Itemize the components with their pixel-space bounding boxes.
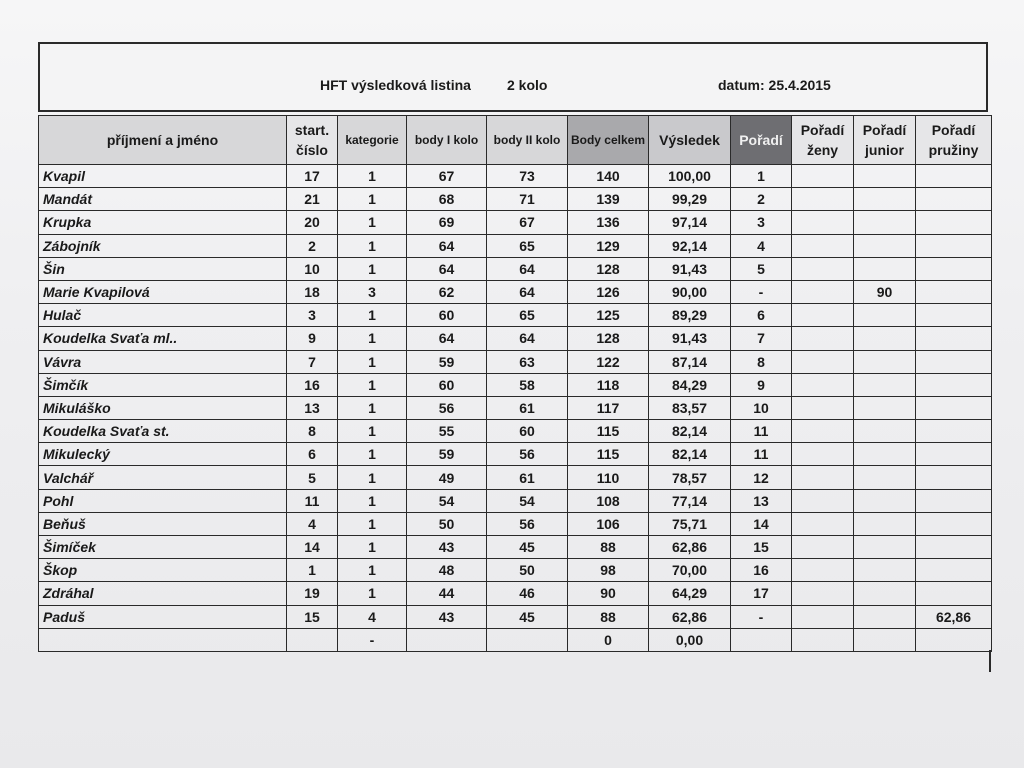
cell-spring [916, 443, 992, 466]
cell-name: Krupka [39, 211, 287, 234]
cell-points1: 43 [407, 605, 487, 628]
cell-total: 90 [568, 582, 649, 605]
cell-spring [916, 350, 992, 373]
cell-spring [916, 536, 992, 559]
cell-rank: 12 [731, 466, 792, 489]
cell-name: Vávra [39, 350, 287, 373]
cell-points1: 62 [407, 280, 487, 303]
cell-spring [916, 396, 992, 419]
cell-points1: 44 [407, 582, 487, 605]
cell-spring [916, 280, 992, 303]
cell-category: 1 [338, 536, 407, 559]
table-row [39, 234, 992, 257]
cell-spring [916, 373, 992, 396]
cell-points1: 50 [407, 512, 487, 535]
cell-junior [854, 304, 916, 327]
cell-total: 139 [568, 188, 649, 211]
cell-points2: 54 [487, 489, 568, 512]
col-start-line2: číslo [296, 142, 328, 158]
cell-name: Paduš [39, 605, 287, 628]
table-row [39, 257, 992, 280]
cell-start: 20 [287, 211, 338, 234]
cell-start: 15 [287, 605, 338, 628]
cell-category: 1 [338, 396, 407, 419]
cell-start: 11 [287, 489, 338, 512]
cell-start: 13 [287, 396, 338, 419]
cell-women [792, 234, 854, 257]
cell-junior [854, 466, 916, 489]
table-row [39, 628, 992, 651]
cell-total: 115 [568, 420, 649, 443]
cell-points2: 61 [487, 396, 568, 419]
cell-women [792, 628, 854, 651]
cell-total: 140 [568, 165, 649, 188]
cell-result: 97,14 [649, 211, 731, 234]
cell-junior [854, 211, 916, 234]
cell-name: Koudelka Svaťa ml.. [39, 327, 287, 350]
cell-category: 1 [338, 559, 407, 582]
cell-result: 70,00 [649, 559, 731, 582]
cell-rank: 2 [731, 188, 792, 211]
cell-rank: 4 [731, 234, 792, 257]
cell-rank: 5 [731, 257, 792, 280]
cell-result: 84,29 [649, 373, 731, 396]
cell-result: 75,71 [649, 512, 731, 535]
table-row [39, 165, 992, 188]
cell-category: 1 [338, 350, 407, 373]
cell-women [792, 605, 854, 628]
cell-rank: - [731, 605, 792, 628]
cell-start: 21 [287, 188, 338, 211]
cell-points2: 64 [487, 257, 568, 280]
cell-women [792, 582, 854, 605]
results-body [39, 165, 992, 652]
col-result-header: Výsledek [649, 116, 731, 165]
cell-junior [854, 536, 916, 559]
cell-rank: 15 [731, 536, 792, 559]
table-row [39, 536, 992, 559]
cell-category: 3 [338, 280, 407, 303]
cell-spring [916, 165, 992, 188]
col-women-header [792, 116, 854, 165]
cell-total: 126 [568, 280, 649, 303]
cell-category: 1 [338, 420, 407, 443]
cell-women [792, 443, 854, 466]
cell-start: 7 [287, 350, 338, 373]
cell-name: Zábojník [39, 234, 287, 257]
cell-start: 1 [287, 559, 338, 582]
cell-start: 9 [287, 327, 338, 350]
cell-spring [916, 188, 992, 211]
cell-rank: 11 [731, 420, 792, 443]
cell-points2: 46 [487, 582, 568, 605]
cell-start [287, 628, 338, 651]
cell-name: Pohl [39, 489, 287, 512]
cell-total: 106 [568, 512, 649, 535]
results-table [38, 115, 992, 652]
cell-points2: 60 [487, 420, 568, 443]
cell-spring [916, 559, 992, 582]
cell-name: Kvapil [39, 165, 287, 188]
cell-spring [916, 489, 992, 512]
cell-result: 64,29 [649, 582, 731, 605]
col-junior-header [854, 116, 916, 165]
cell-total: 128 [568, 327, 649, 350]
cell-result: 89,29 [649, 304, 731, 327]
table-row [39, 582, 992, 605]
cell-women [792, 350, 854, 373]
cell-points1: 69 [407, 211, 487, 234]
table-row [39, 211, 992, 234]
cell-junior [854, 489, 916, 512]
cell-spring [916, 628, 992, 651]
cell-rank: 7 [731, 327, 792, 350]
cell-total: 128 [568, 257, 649, 280]
cell-name: Šimíček [39, 536, 287, 559]
col-women-line1: Pořadí [800, 122, 845, 138]
col-start-header [287, 116, 338, 165]
cell-start: 4 [287, 512, 338, 535]
cell-junior [854, 188, 916, 211]
cell-name: Beňuš [39, 512, 287, 535]
col-women-line2: ženy [806, 142, 839, 158]
cell-points1: 67 [407, 165, 487, 188]
col-junior-line1: Pořadí [862, 122, 907, 138]
col-category-header: kategorie [338, 116, 407, 165]
cell-points1: 64 [407, 257, 487, 280]
cell-women [792, 559, 854, 582]
cell-spring [916, 327, 992, 350]
cell-category: 1 [338, 257, 407, 280]
cell-women [792, 257, 854, 280]
table-row [39, 396, 992, 419]
cell-rank: 8 [731, 350, 792, 373]
cell-spring [916, 211, 992, 234]
cell-result: 99,29 [649, 188, 731, 211]
cell-total: 122 [568, 350, 649, 373]
table-row [39, 605, 992, 628]
cell-name: Valchář [39, 466, 287, 489]
cell-start: 17 [287, 165, 338, 188]
cell-start: 3 [287, 304, 338, 327]
cell-total: 98 [568, 559, 649, 582]
cell-category: 1 [338, 512, 407, 535]
cell-total: 117 [568, 396, 649, 419]
col-spring-line1: Pořadí [931, 122, 976, 138]
col-total-header: Body celkem [568, 116, 649, 165]
cell-points2: 65 [487, 234, 568, 257]
cell-junior: 90 [854, 280, 916, 303]
table-row [39, 512, 992, 535]
cell-name: Hulač [39, 304, 287, 327]
cell-total: 125 [568, 304, 649, 327]
cell-junior [854, 420, 916, 443]
cell-category: 1 [338, 165, 407, 188]
date-label: datum: 25.4.2015 [718, 77, 831, 93]
cell-points2: 61 [487, 466, 568, 489]
cell-name: Zdráhal [39, 582, 287, 605]
cell-result: 78,57 [649, 466, 731, 489]
cell-total: 118 [568, 373, 649, 396]
cell-women [792, 327, 854, 350]
cell-points1: 64 [407, 234, 487, 257]
cell-points2: 56 [487, 512, 568, 535]
cell-points1: 48 [407, 559, 487, 582]
cell-points1: 49 [407, 466, 487, 489]
cell-points1: 59 [407, 350, 487, 373]
cell-points1: 56 [407, 396, 487, 419]
cell-rank: 10 [731, 396, 792, 419]
cell-points2: 50 [487, 559, 568, 582]
cell-women [792, 466, 854, 489]
cell-points2: 67 [487, 211, 568, 234]
cell-category: 1 [338, 582, 407, 605]
cell-rank: 9 [731, 373, 792, 396]
cell-points1: 60 [407, 304, 487, 327]
cell-rank: 6 [731, 304, 792, 327]
col-spring-line2: pružiny [928, 142, 979, 158]
cell-women [792, 211, 854, 234]
table-row [39, 350, 992, 373]
cell-rank: 13 [731, 489, 792, 512]
cell-total: 108 [568, 489, 649, 512]
cell-start: 16 [287, 373, 338, 396]
cell-junior [854, 350, 916, 373]
cell-name: Škop [39, 559, 287, 582]
cell-category: 1 [338, 304, 407, 327]
cell-women [792, 420, 854, 443]
cell-women [792, 396, 854, 419]
cell-junior [854, 327, 916, 350]
cell-start: 10 [287, 257, 338, 280]
cell-category: 1 [338, 489, 407, 512]
cell-points2 [487, 628, 568, 651]
cell-points1: 55 [407, 420, 487, 443]
cell-category: 1 [338, 466, 407, 489]
cell-category: 4 [338, 605, 407, 628]
cell-result: 90,00 [649, 280, 731, 303]
cell-spring [916, 512, 992, 535]
cell-result: 92,14 [649, 234, 731, 257]
cell-points2: 64 [487, 280, 568, 303]
cell-spring [916, 466, 992, 489]
cell-junior [854, 559, 916, 582]
sheet-title: HFT výsledková listina [320, 77, 471, 93]
col-rank-header: Pořadí [731, 116, 792, 165]
cell-women [792, 304, 854, 327]
cell-women [792, 489, 854, 512]
cell-rank: 1 [731, 165, 792, 188]
cell-rank: - [731, 280, 792, 303]
cell-category: 1 [338, 188, 407, 211]
cell-start: 19 [287, 582, 338, 605]
cell-result: 82,14 [649, 443, 731, 466]
cell-junior [854, 605, 916, 628]
cell-name: Mandát [39, 188, 287, 211]
cell-result: 100,00 [649, 165, 731, 188]
cell-women [792, 165, 854, 188]
cell-total: 88 [568, 605, 649, 628]
cell-name: Marie Kvapilová [39, 280, 287, 303]
cell-name: Koudelka Svaťa st. [39, 420, 287, 443]
table-edge-line [989, 650, 991, 672]
table-row [39, 443, 992, 466]
col-name-header: příjmení a jméno [39, 116, 287, 165]
col-points2-header: body II kolo [487, 116, 568, 165]
cell-name: Mikulecký [39, 443, 287, 466]
table-row [39, 280, 992, 303]
cell-women [792, 373, 854, 396]
col-spring-header [916, 116, 992, 165]
header-row [39, 116, 992, 165]
cell-junior [854, 165, 916, 188]
cell-start: 18 [287, 280, 338, 303]
table-row [39, 304, 992, 327]
cell-junior [854, 234, 916, 257]
cell-result: 0,00 [649, 628, 731, 651]
cell-rank [731, 628, 792, 651]
cell-points1: 60 [407, 373, 487, 396]
cell-category: 1 [338, 327, 407, 350]
cell-total: 115 [568, 443, 649, 466]
cell-junior [854, 257, 916, 280]
cell-result: 77,14 [649, 489, 731, 512]
cell-start: 6 [287, 443, 338, 466]
cell-total: 88 [568, 536, 649, 559]
title-box [38, 42, 988, 112]
cell-total: 129 [568, 234, 649, 257]
cell-women [792, 512, 854, 535]
cell-junior [854, 443, 916, 466]
cell-start: 5 [287, 466, 338, 489]
cell-points1: 54 [407, 489, 487, 512]
cell-name: Mikuláško [39, 396, 287, 419]
cell-name: Šin [39, 257, 287, 280]
table-row [39, 466, 992, 489]
cell-rank: 3 [731, 211, 792, 234]
cell-points2: 56 [487, 443, 568, 466]
cell-start: 8 [287, 420, 338, 443]
cell-rank: 11 [731, 443, 792, 466]
cell-start: 14 [287, 536, 338, 559]
cell-result: 87,14 [649, 350, 731, 373]
cell-junior [854, 628, 916, 651]
cell-total: 110 [568, 466, 649, 489]
table-row [39, 188, 992, 211]
cell-rank: 14 [731, 512, 792, 535]
cell-spring [916, 234, 992, 257]
cell-points2: 58 [487, 373, 568, 396]
cell-category: 1 [338, 443, 407, 466]
cell-result: 91,43 [649, 257, 731, 280]
cell-total: 136 [568, 211, 649, 234]
cell-result: 83,57 [649, 396, 731, 419]
cell-points2: 65 [487, 304, 568, 327]
cell-women [792, 188, 854, 211]
cell-points2: 45 [487, 536, 568, 559]
col-points1-header: body I kolo [407, 116, 487, 165]
cell-category: 1 [338, 211, 407, 234]
cell-name [39, 628, 287, 651]
cell-spring: 62,86 [916, 605, 992, 628]
cell-points1: 59 [407, 443, 487, 466]
cell-points1 [407, 628, 487, 651]
cell-category: 1 [338, 373, 407, 396]
cell-result: 62,86 [649, 536, 731, 559]
cell-points2: 73 [487, 165, 568, 188]
cell-women [792, 536, 854, 559]
round-label: 2 kolo [507, 77, 548, 93]
col-start-line1: start. [294, 122, 330, 138]
cell-total: 0 [568, 628, 649, 651]
cell-women [792, 280, 854, 303]
table-row [39, 489, 992, 512]
cell-points2: 71 [487, 188, 568, 211]
cell-result: 62,86 [649, 605, 731, 628]
cell-category: 1 [338, 234, 407, 257]
col-junior-line2: junior [865, 142, 904, 158]
table-row [39, 373, 992, 396]
cell-spring [916, 420, 992, 443]
cell-junior [854, 396, 916, 419]
cell-points2: 64 [487, 327, 568, 350]
cell-junior [854, 373, 916, 396]
cell-spring [916, 304, 992, 327]
cell-spring [916, 257, 992, 280]
table-row [39, 327, 992, 350]
cell-category: - [338, 628, 407, 651]
cell-rank: 17 [731, 582, 792, 605]
cell-spring [916, 582, 992, 605]
cell-points2: 45 [487, 605, 568, 628]
cell-points1: 43 [407, 536, 487, 559]
cell-points2: 63 [487, 350, 568, 373]
cell-points1: 68 [407, 188, 487, 211]
table-row [39, 420, 992, 443]
results-table-wrap [38, 115, 992, 652]
cell-result: 91,43 [649, 327, 731, 350]
cell-rank: 16 [731, 559, 792, 582]
table-row [39, 559, 992, 582]
cell-start: 2 [287, 234, 338, 257]
cell-result: 82,14 [649, 420, 731, 443]
cell-name: Šimčík [39, 373, 287, 396]
cell-junior [854, 582, 916, 605]
cell-points1: 64 [407, 327, 487, 350]
cell-junior [854, 512, 916, 535]
